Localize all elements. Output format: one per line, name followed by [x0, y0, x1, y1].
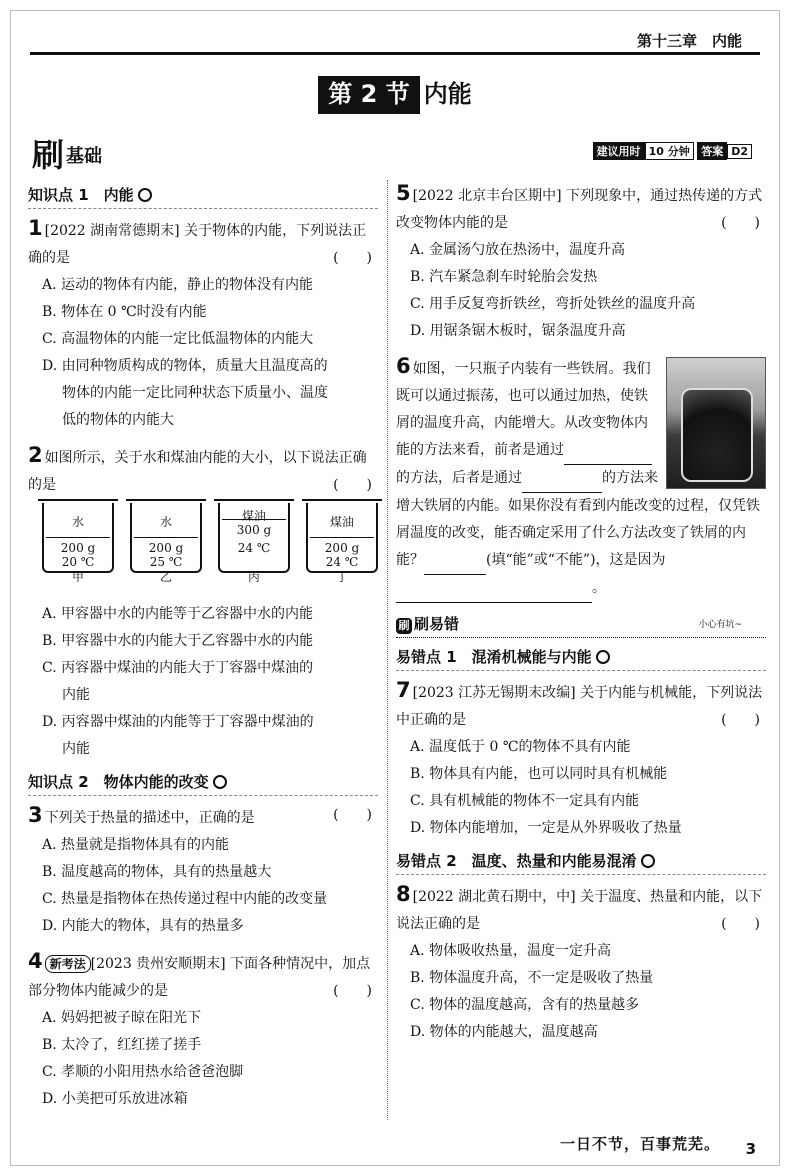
q6-text-2: 的方法，后者是通过	[396, 470, 522, 486]
q2-answer-paren[interactable]: ( )	[333, 477, 372, 493]
q2-number: 2	[28, 443, 43, 467]
beaker-yi	[130, 503, 202, 584]
question-2	[28, 442, 378, 763]
question-4	[28, 948, 378, 1113]
q7-stem: [2023 江苏无锡期末改编] 关于内能与机械能，下列说法中正确的是	[396, 685, 763, 728]
q7-option-b: B. 物体具有内能，也可以同时具有机械能	[410, 766, 668, 782]
kp2-title: 知识点 2 物体内能的改变	[28, 773, 209, 791]
question-5	[396, 180, 766, 345]
time-value: 10 分钟	[645, 142, 694, 160]
new-method-tag: 新考法	[45, 955, 91, 973]
q2-option-d: D. 丙容器中煤油的内能等于丁容器中煤油的	[42, 714, 314, 730]
target-icon	[138, 188, 152, 202]
beaker-mass: 200 g	[148, 541, 184, 555]
q4-option-d: D. 小美把可乐放进冰箱	[42, 1091, 188, 1107]
section-number: 第 2 节	[318, 76, 419, 114]
beaker-mass: 200 g	[324, 541, 360, 555]
header-rule	[30, 52, 760, 55]
q3-answer-paren[interactable]: ( )	[333, 807, 372, 823]
q1-option-c: C. 高温物体的内能一定比低温物体的内能大	[42, 331, 314, 347]
question-1	[28, 215, 378, 434]
q4-number: 4	[28, 949, 43, 973]
q8-option-c: C. 物体的温度越高，含有的热量越多	[410, 997, 640, 1013]
q5-option-d: D. 用锯条锯木板时，锯条温度升高	[410, 323, 626, 339]
beaker-liquid: 煤油	[241, 509, 266, 523]
beaker-caption: 丁	[335, 570, 348, 584]
q4-answer-paren[interactable]: ( )	[333, 983, 372, 999]
q1-stem: [2022 湖南常德期末] 关于物体的内能，下列说法正确的是	[28, 223, 367, 266]
ep1-title: 易错点 1 混淆机械能与内能	[396, 648, 592, 666]
brush-label: 基础	[66, 146, 102, 167]
error-point-2	[396, 850, 766, 875]
q8-stem: [2022 湖北黄石期中，中] 关于温度、热量和内能，以下说法正确的是	[396, 889, 763, 932]
ep2-title: 易错点 2 温度、热量和内能易混淆	[396, 852, 637, 870]
q6-text-1: 如图，一只瓶子内装有一些铁屑。我们既可以通过振荡，也可以通过加热，使铁屑的温度升高，内能增大。从改变物体内能的方法来看，前者是通过	[396, 361, 651, 458]
page-number: 3	[745, 1140, 756, 1158]
q4-option-b: B. 太冷了，红红搓了搓手	[42, 1037, 202, 1053]
q5-option-c: C. 用手反复弯折铁丝，弯折处铁丝的温度升高	[410, 296, 696, 312]
beaker-figure	[34, 503, 378, 595]
beaker-rim	[302, 499, 382, 505]
column-divider	[387, 180, 388, 1120]
q1-option-a: A. 运动的物体有内能，静止的物体没有内能	[42, 277, 314, 293]
beaker-temp: 25 ℃	[149, 555, 183, 569]
q1-option-d: D. 由同种物质构成的物体，质量大且温度高的	[42, 358, 328, 374]
knowledge-point-2	[28, 771, 378, 796]
q7-option-a: A. 温度低于 0 ℃的物体不具有内能	[410, 739, 631, 755]
time-and-answer	[593, 142, 752, 160]
brush-logo-icon: 刷	[396, 618, 412, 634]
q2-option-b: B. 甲容器中水的内能大于乙容器中水的内能	[42, 633, 314, 649]
beaker-temp: 24 ℃	[325, 555, 359, 569]
q3-option-a: A. 热量就是指物体具有的内能	[42, 837, 230, 853]
beaker-temp: 24 ℃	[237, 541, 271, 555]
q5-option-a: A. 金属汤勺放在热汤中，温度升高	[410, 242, 626, 258]
beaker-temp: 20 ℃	[61, 555, 95, 569]
q2-option-d-cont: 内能	[62, 741, 90, 757]
error-section-note: 小心有坑~	[698, 620, 742, 630]
beaker-caption: 丙	[247, 570, 260, 584]
q1-option-d-cont2: 低的物体的内能大	[62, 412, 174, 428]
q8-option-b: B. 物体温度升高，不一定是吸收了热量	[410, 970, 654, 986]
q2-option-c-cont: 内能	[62, 687, 90, 703]
error-section-header	[396, 613, 766, 638]
q5-number: 5	[396, 181, 411, 205]
beaker-bing	[218, 503, 290, 584]
beaker-ding	[306, 503, 378, 584]
q4-stem: [2023 贵州安顺期末] 下面各种情况中，加点部分物体内能减少的是	[28, 956, 371, 999]
brush-basic-bar	[30, 130, 752, 174]
q6-blank-4[interactable]	[396, 575, 592, 603]
q2-stem: 如图所示，关于水和煤油内能的大小，以下说法正确的是	[28, 450, 367, 493]
q3-option-b: B. 温度越高的物体，具有的热量越大	[42, 864, 272, 880]
q5-stem: [2022 北京丰台区期中] 下列现象中，通过热传递的方式改变物体内能的是	[396, 188, 763, 231]
question-8	[396, 881, 766, 1046]
q5-option-b: B. 汽车紧急刹车时轮胎会发热	[410, 269, 598, 285]
q6-text-4: (填“能”或“不能”)，这是因为	[486, 552, 666, 568]
jar-shape	[681, 388, 753, 482]
q6-text-5: 。	[592, 580, 606, 596]
q5-answer-paren[interactable]: ( )	[721, 215, 760, 231]
beaker-liquid: 煤油	[329, 515, 354, 529]
beaker-liquid: 水	[71, 515, 84, 529]
beaker-jia	[42, 503, 114, 584]
q7-option-d: D. 物体内能增加，一定是从外界吸收了热量	[410, 820, 682, 836]
right-column	[396, 180, 766, 1054]
iron-filings-bottle-photo	[666, 357, 766, 489]
knowledge-point-1	[28, 184, 378, 209]
target-icon	[641, 854, 655, 868]
left-column	[28, 180, 378, 1121]
beaker-contents	[222, 519, 286, 569]
q3-stem: 下列关于热量的描述中，正确的是	[44, 810, 255, 826]
section-title	[0, 74, 790, 109]
beaker-liquid: 水	[159, 515, 172, 529]
answer-value: D2	[727, 144, 752, 159]
q3-number: 3	[28, 803, 43, 827]
brush-char: 刷	[32, 136, 65, 174]
q7-option-c: C. 具有机械能的物体不一定具有内能	[410, 793, 640, 809]
section-name: 内能	[423, 80, 472, 108]
q7-number: 7	[396, 678, 411, 702]
q4-option-c: C. 孝顺的小阳用热水给爸爸泡脚	[42, 1064, 244, 1080]
q8-number: 8	[396, 882, 411, 906]
question-3	[28, 802, 378, 940]
time-label: 建议用时	[593, 142, 645, 160]
question-7	[396, 677, 766, 842]
answer-label: 答案	[697, 142, 727, 160]
q1-answer-paren[interactable]: ( )	[333, 250, 372, 266]
q3-option-c: C. 热量是指物体在热传递过程中内能的改变量	[42, 891, 328, 907]
q2-option-a: A. 甲容器中水的内能等于乙容器中水的内能	[42, 606, 314, 622]
target-icon	[213, 775, 227, 789]
q6-number: 6	[396, 354, 411, 378]
footer-motto: 一日不节，百事荒芜。	[559, 1135, 720, 1153]
q6-blank-1[interactable]	[564, 437, 652, 465]
beaker-mass: 300 g	[236, 523, 272, 537]
q1-number: 1	[28, 216, 43, 240]
q6-blank-3[interactable]	[424, 547, 486, 575]
q3-option-d: D. 内能大的物体，具有的热量多	[42, 918, 244, 934]
beaker-caption: 甲	[71, 570, 84, 584]
question-6	[396, 353, 766, 603]
beaker-caption: 乙	[159, 570, 172, 584]
q4-option-a: A. 妈妈把被子晾在阳光下	[42, 1010, 202, 1026]
q6-text-3: 的方法来增大铁屑的内能。如果你没有看到内能改变的过程，仅凭铁屑温度的改变，能否确定采用了什么方法改变了铁屑的内能？	[396, 470, 760, 568]
beaker-rim	[126, 499, 206, 505]
beaker-rim	[38, 499, 118, 505]
error-point-1	[396, 646, 766, 671]
kp1-title: 知识点 1 内能	[28, 186, 134, 204]
q1-option-d-cont1: 物体的内能一定比同种状态下质量小、温度	[62, 385, 328, 401]
q6-blank-2[interactable]	[522, 465, 602, 493]
target-icon	[596, 650, 610, 664]
q8-option-d: D. 物体的内能越大，温度越高	[410, 1024, 598, 1040]
q7-answer-paren[interactable]: ( )	[721, 712, 760, 728]
q1-option-b: B. 物体在 0 ℃时没有内能	[42, 304, 207, 320]
q2-option-c: C. 丙容器中煤油的内能大于丁容器中煤油的	[42, 660, 314, 676]
chapter-header: 第十三章 内能	[636, 32, 742, 50]
beaker-mass: 200 g	[60, 541, 96, 555]
error-section-label: 刷易错	[414, 615, 460, 633]
q8-answer-paren[interactable]: ( )	[721, 916, 760, 932]
q8-option-a: A. 物体吸收热量，温度一定升高	[410, 943, 612, 959]
